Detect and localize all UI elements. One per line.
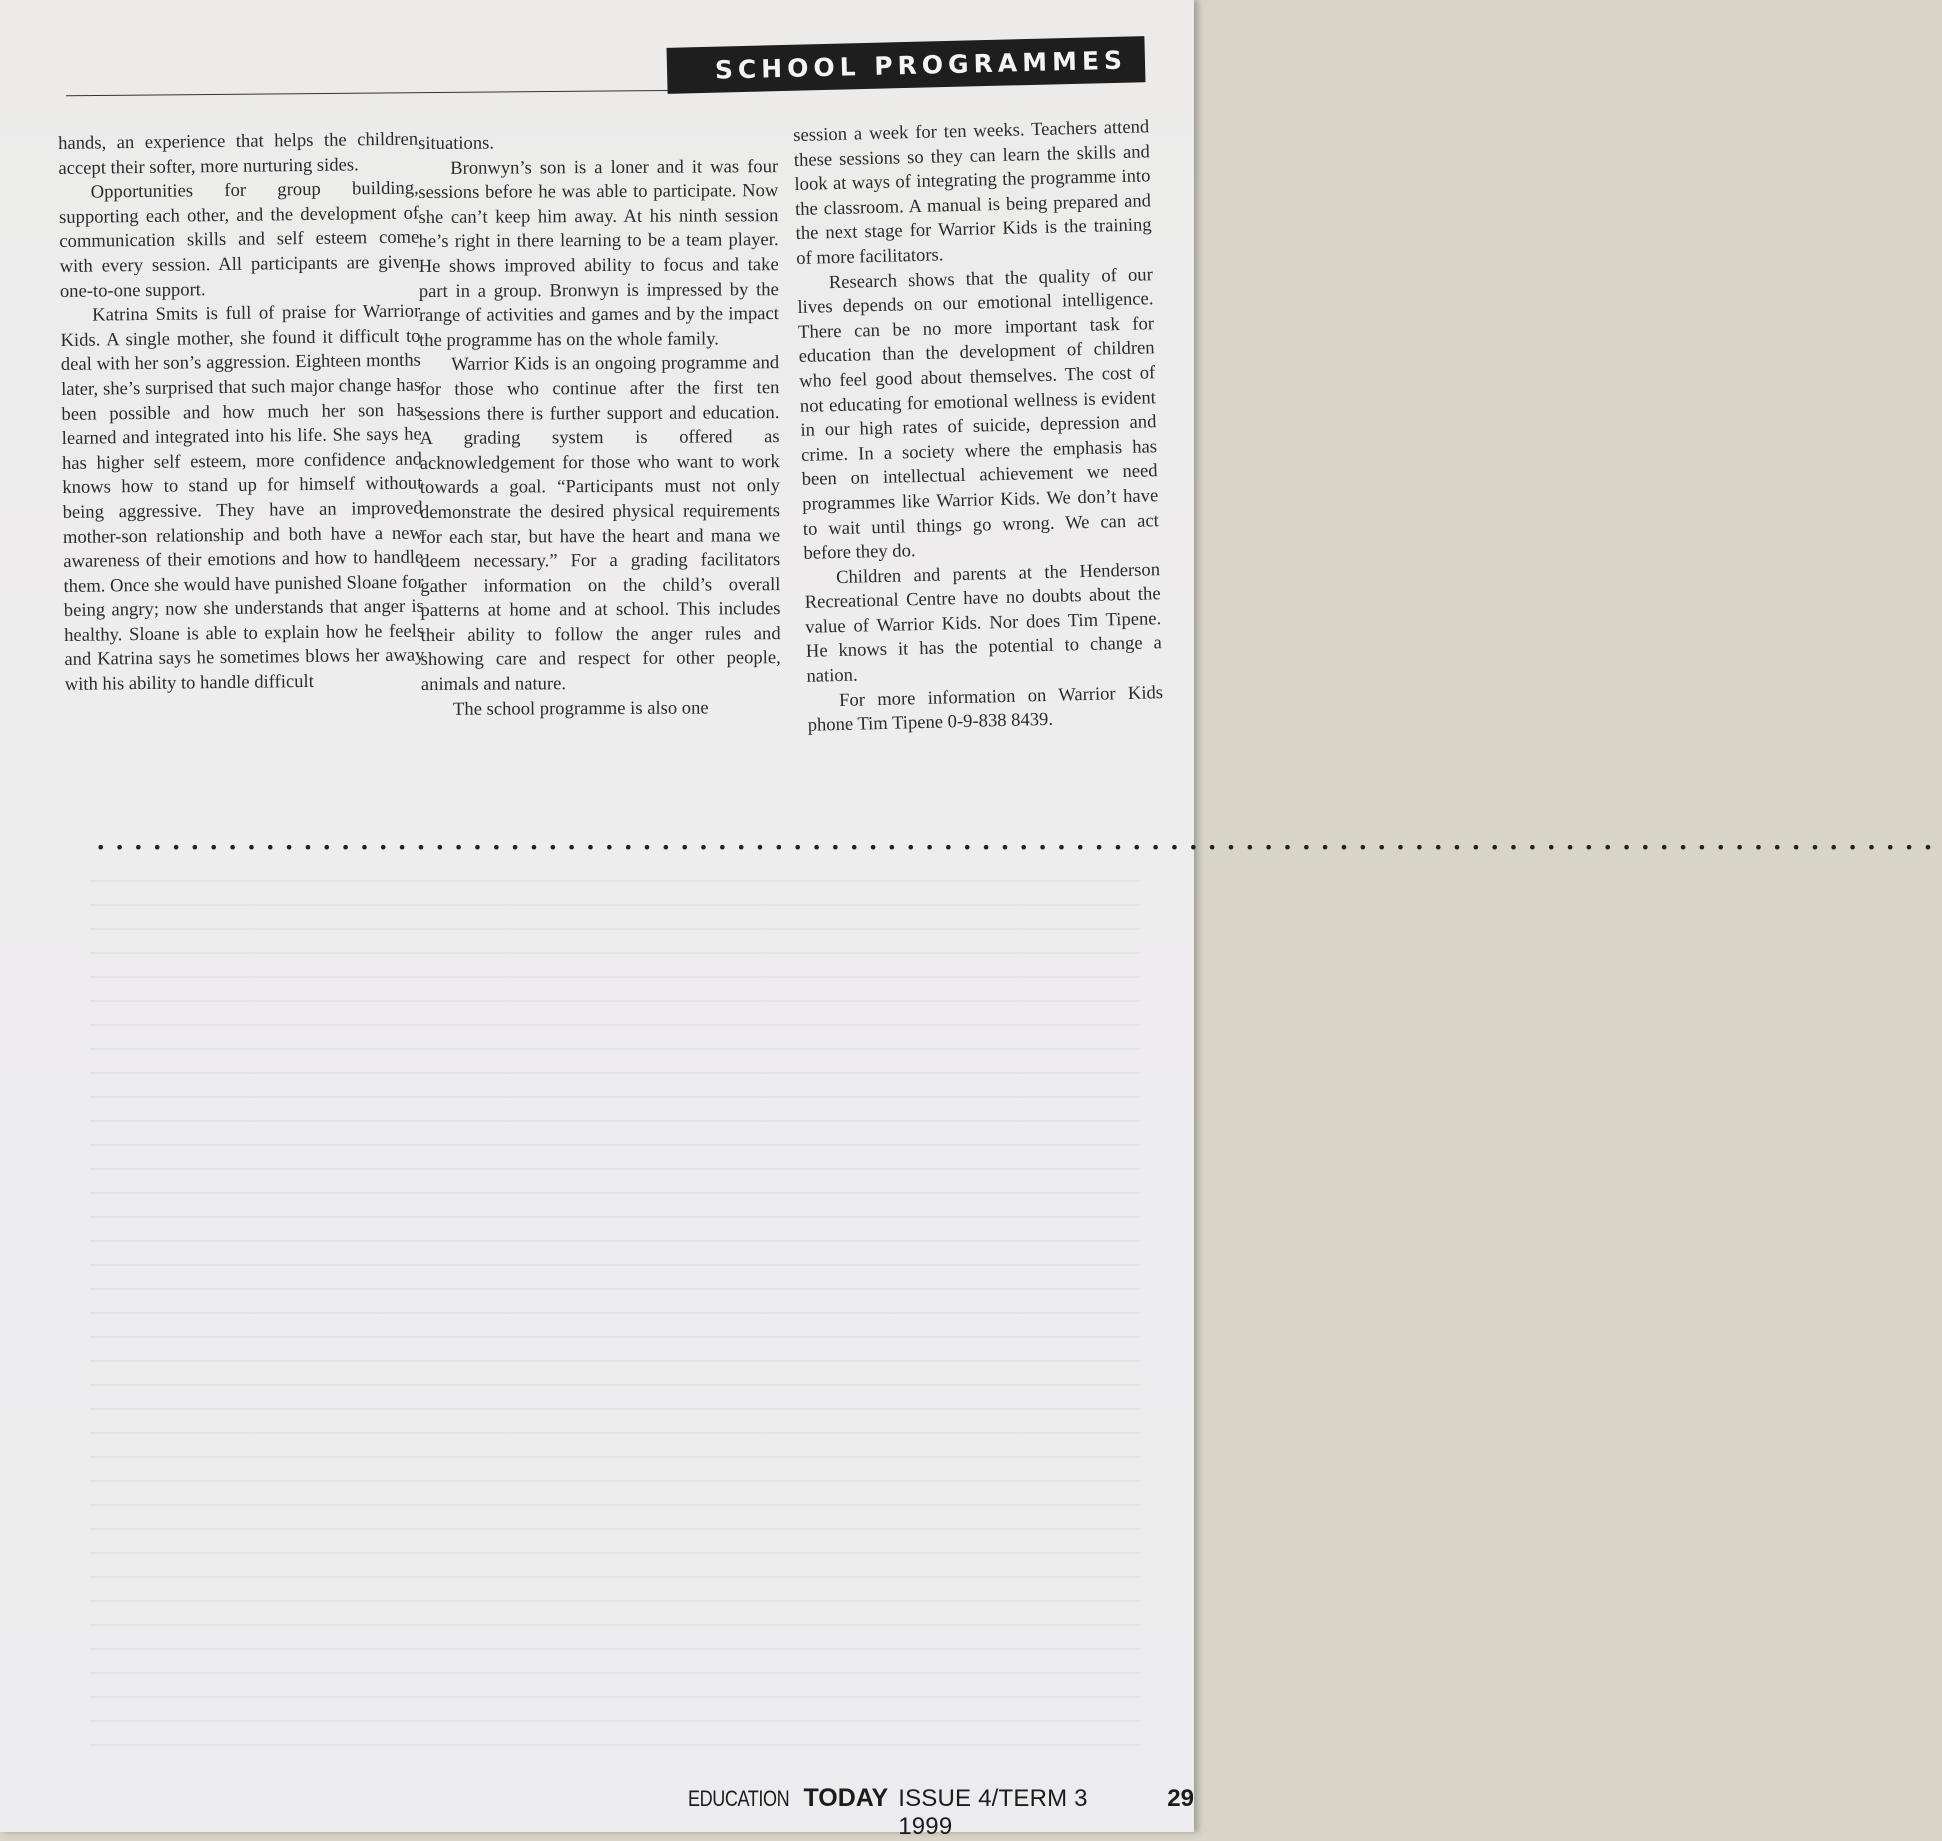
issue-label: ISSUE 4/TERM 3 1999 bbox=[898, 1785, 1088, 1840]
paragraph: The school programme is also one bbox=[452, 697, 709, 720]
paragraph: session a week for ten weeks. Teachers attend these sessions so they can learn the skills and look at ways of integrating the programme into the classroom. A manual is being prepared and the next stage for Warrior Kids is the training of more facilitators. bbox=[793, 116, 1152, 269]
show-through-texture bbox=[90, 880, 1140, 1750]
header-rule bbox=[66, 90, 670, 96]
text-column-1 bbox=[58, 128, 425, 698]
page-number: 29 bbox=[1167, 1785, 1194, 1812]
page-footer bbox=[688, 1784, 1194, 1840]
paragraph: Children and parents at the Henderson Recreational Centre have no doubts about the value of Warrior Kids. Nor does Tim Tipene. He knows it has the potential to change a nation. bbox=[804, 558, 1163, 687]
dotted-divider: •••••••••••••••••••••••••••••••••••••••••••••••••••••••••••••••••••••••••••••••••••••••••••••••••• bbox=[96, 838, 1942, 857]
text-column-3 bbox=[793, 115, 1164, 738]
paragraph: Bronwyn’s son is a loner and it was four sessions before he was able to participate. Now she can’t keep him away. At his ninth session he’s right in there learning to be a team player. He shows improved ability to focus and take part in a group. Bronwyn is impressed by the range of activities and games and by the impact the programme has on the whole family. bbox=[418, 155, 780, 351]
section-banner bbox=[667, 36, 1146, 94]
magazine-name-part2: TODAY bbox=[803, 1784, 889, 1812]
paragraph: hands, an experience that helps the children accept their softer, more nurturing sides. bbox=[58, 128, 419, 179]
paragraph: Katrina Smits is full of praise for Warrior Kids. A single mother, she found it difficult to deal with her son’s aggression. Eighteen months later, she’s surprised that such major change has been possible and how much her son has learned and integrated into his life. She says he has higher self esteem, more confidence and knows how to stand up for himself without being aggressive. They have an improved mother-son relationship and both have a new awareness of their emotions and how to handle them. Once she would have punished Sloane for being angry; now she understands that anger is healthy. Sloane is able to explain how he feels and Katrina says he sometimes blows her away with his ability to handle difficult bbox=[60, 300, 425, 696]
text-column-2 bbox=[418, 130, 781, 722]
magazine-name-part1: EDUCATION bbox=[688, 1786, 790, 1811]
paragraph: situations. bbox=[418, 132, 495, 154]
paragraph: Opportunities for group building, supporting each other, and the development of communication skills and self esteem come with every session. All participants are given one-to-one support. bbox=[58, 177, 420, 302]
paragraph: For more information on Warrior Kids phone Tim Tipene 0-9-838 8439. bbox=[807, 681, 1164, 737]
paragraph: Warrior Kids is an ongoing programme and for those who continue after the first ten sessions there is further support and education. A grading system is offered as acknowledgement for those who want to work towards a goal. “Participants must not only demonstrate the desired physical requirements for each star, but have the heart and mana we deem necessary.” For a grading facilitators gather information on the child’s overall patterns at home and at school. This includes their ability to follow the anger rules and showing care and respect for other people, animals and nature. bbox=[419, 352, 781, 696]
section-title: SCHOOL PROGRAMMES bbox=[714, 45, 1128, 85]
paragraph: Research shows that the quality of our lives depends on our emotional intelligence. There can be no more important task for education than the development of children who feel good about themselves. The cost of not educating for emotional wellness is evident in our high rates of suicide, depression and crime. In a society where the emphasis has been on intellectual achievement we need programmes like Warrior Kids. We don’t have to wait until things go wrong. We can act before they do. bbox=[797, 263, 1160, 564]
